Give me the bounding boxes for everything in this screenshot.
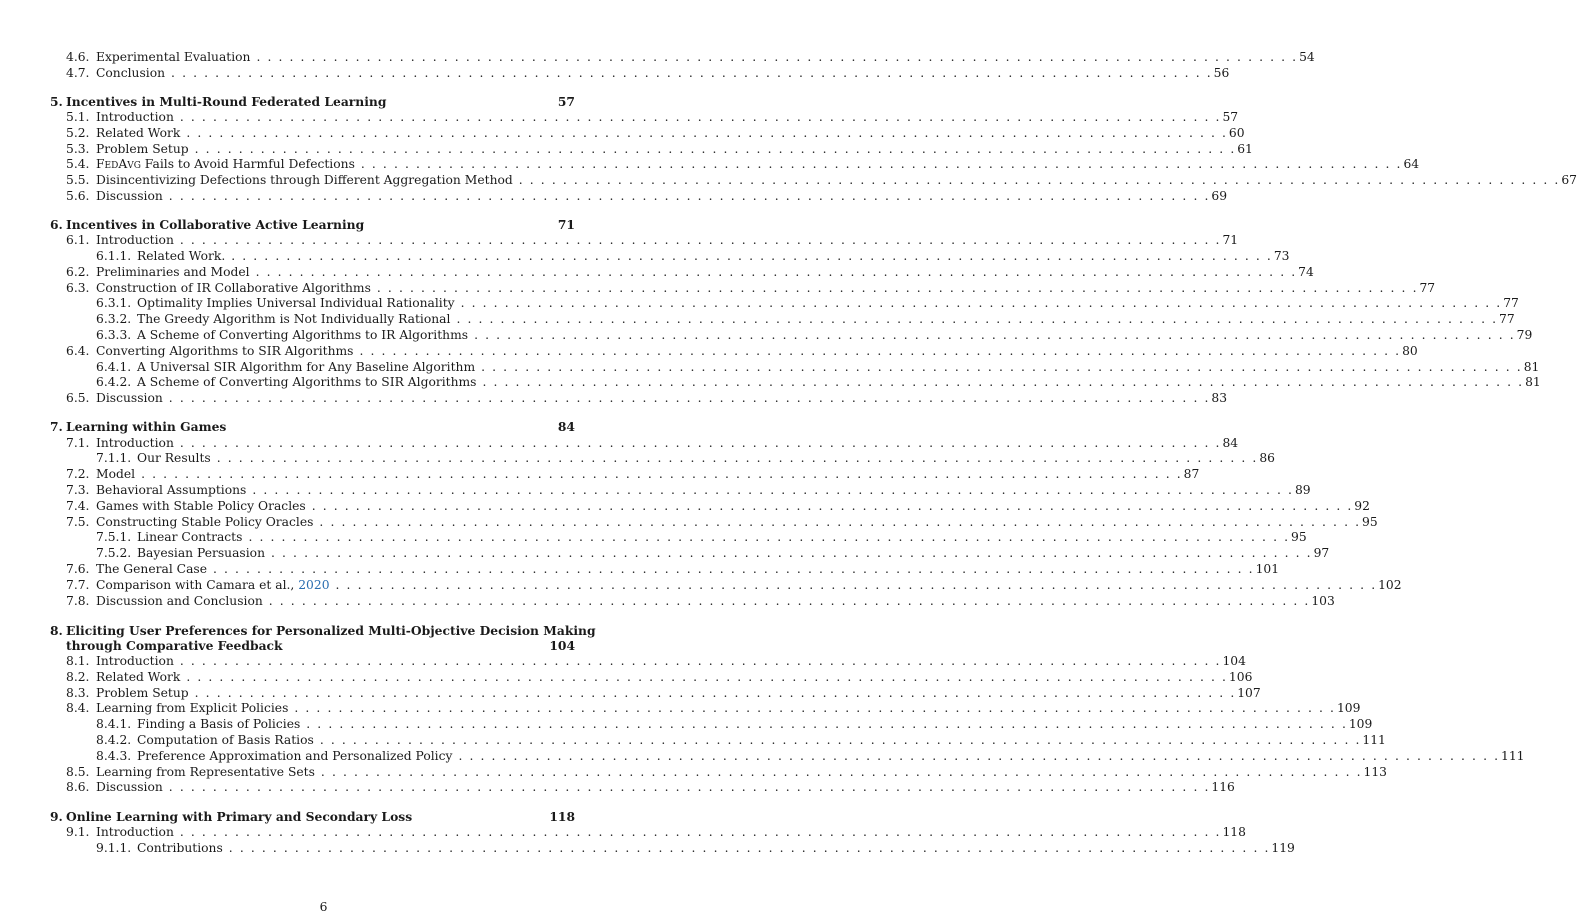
- toc-entry-number: 5.: [50, 94, 63, 109]
- dot-leader: [217, 451, 1257, 466]
- toc-entry-number: 7.5.2.: [96, 546, 132, 560]
- toc-entry-title-text: Introduction: [96, 110, 174, 124]
- toc-entry-number: 6.1.: [66, 233, 90, 247]
- toc-entry-page: 92: [1354, 499, 1370, 513]
- toc-entry-page: 95: [1291, 530, 1307, 544]
- toc-entry-title: [96, 701, 288, 716]
- toc-entry-number: 7.1.1.: [96, 451, 132, 465]
- toc-entry-title-text: Model: [96, 467, 136, 481]
- toc-entry-title: [137, 312, 450, 327]
- dot-leader: [312, 499, 1352, 514]
- dot-leader: [271, 546, 1311, 561]
- toc-entry-title-text: Converting Algorithms to SIR Algorithms: [96, 344, 354, 358]
- toc-section-entry[interactable]: [96, 375, 1541, 390]
- toc-entry-title-text: Fails to Avoid Harmful Defections: [140, 157, 355, 171]
- dot-leader: [180, 233, 1220, 248]
- toc-entry-page: 104: [549, 638, 575, 653]
- toc-entry-title-text: A Scheme of Converting Algorithms to IR Algorithms: [137, 328, 469, 342]
- toc-entry-title: [66, 217, 364, 232]
- toc-entry-page: 81: [1525, 375, 1541, 389]
- toc-entry-title-text: Constructing Stable Policy Oracles: [96, 515, 314, 529]
- toc-entry-page: 101: [1255, 562, 1280, 576]
- toc-entry-number: 8.6.: [66, 780, 90, 794]
- toc-entry-page: 73: [1273, 249, 1290, 263]
- toc-entry-title: [96, 499, 306, 514]
- toc-entry-page: 84: [1222, 436, 1239, 450]
- toc-section-entry[interactable]: [66, 173, 1577, 188]
- citation-link[interactable]: 2020: [298, 578, 330, 592]
- toc-section-entry[interactable]: [66, 281, 1436, 296]
- toc-section-entry[interactable]: [66, 189, 1228, 204]
- toc-entry-title: [96, 142, 189, 157]
- toc-entry-title: [66, 638, 283, 653]
- toc-entry-title-text: Discussion and Conclusion: [96, 594, 263, 608]
- toc-entry-title: [96, 344, 353, 359]
- toc-entry-title: [137, 749, 452, 764]
- toc-section-entry[interactable]: [96, 530, 1307, 545]
- toc-entry-number: 9.: [50, 809, 63, 824]
- toc-section-entry[interactable]: [96, 328, 1533, 343]
- toc-entry-title: [137, 841, 223, 856]
- toc-entry-number: 5.5.: [66, 173, 90, 187]
- dot-leader: [377, 281, 1417, 296]
- toc-entry-page: 67: [1561, 173, 1577, 187]
- toc-entry-number: 5.4.: [66, 157, 90, 171]
- dot-leader: [195, 686, 1235, 701]
- toc-entry-page: 74: [1298, 265, 1314, 279]
- toc-entry-page: 111: [1362, 733, 1386, 747]
- toc-entry-number: 8.4.2.: [96, 733, 132, 747]
- toc-entry-title: [96, 670, 180, 685]
- dot-leader: [321, 765, 1361, 780]
- toc-entry-page: 118: [549, 809, 575, 824]
- toc-entry-page: 95: [1362, 515, 1378, 529]
- dot-leader: [319, 515, 1359, 530]
- dot-leader: [256, 265, 1296, 280]
- toc-entry-number: 8.5.: [66, 765, 90, 779]
- toc-entry-title: [96, 825, 174, 840]
- dot-leader: [461, 296, 1501, 311]
- toc-entry-title-text: Preliminaries and Model: [96, 265, 250, 279]
- toc-entry-title-text: Introduction: [96, 233, 174, 247]
- toc-entry-page: 116: [1211, 780, 1235, 794]
- toc-section-entry[interactable]: [66, 233, 1239, 248]
- toc-chapter-entry[interactable]: [50, 419, 575, 434]
- toc-entry-number: 8.2.: [66, 670, 90, 684]
- toc-entry-number: 7.3.: [66, 483, 90, 497]
- toc-section-entry[interactable]: [96, 717, 1373, 732]
- toc-entry-title: [96, 110, 174, 125]
- dot-leader: [141, 467, 1181, 482]
- toc-section-entry[interactable]: [66, 467, 1200, 482]
- toc-section-entry[interactable]: [66, 701, 1361, 716]
- toc-section-entry[interactable]: [66, 578, 1402, 593]
- toc-entry-page: 118: [1222, 825, 1246, 839]
- dot-leader: [180, 654, 1220, 669]
- toc-entry-page: 106: [1228, 670, 1253, 684]
- toc-entry-number: 6.: [50, 217, 63, 232]
- toc-section-entry[interactable]: [66, 654, 1246, 669]
- dot-leader: [248, 530, 1288, 545]
- toc-entry-title-text: Learning from Explicit Policies: [96, 701, 289, 715]
- toc-entry-number: 5.6.: [66, 189, 90, 203]
- toc-entry-title: [96, 578, 330, 593]
- toc-entry-title-text: Contributions: [137, 841, 223, 855]
- dot-leader: [256, 50, 1296, 65]
- toc-section-entry[interactable]: [66, 594, 1335, 609]
- toc-entry-title: [96, 189, 163, 204]
- toc-entry-title-text: through Comparative Feedback: [66, 638, 283, 653]
- toc-entry-title: [96, 173, 513, 188]
- toc-entry-page: 102: [1378, 578, 1402, 592]
- toc-entry-number: 7.: [50, 419, 63, 434]
- toc-entry-page: 107: [1237, 686, 1261, 700]
- toc-entry-number: 4.7.: [66, 66, 90, 80]
- toc-entry-title-text: Introduction: [96, 436, 174, 450]
- toc-entry-page: 69: [1211, 189, 1228, 203]
- toc-section-entry[interactable]: [66, 157, 1420, 172]
- toc-entry-number: 7.5.1.: [96, 530, 132, 544]
- toc-entry-title-text: Games with Stable Policy Oracles: [96, 499, 306, 513]
- toc-entry-title-text: Related Work: [96, 126, 181, 140]
- toc-entry-title: [137, 375, 477, 390]
- dot-leader: [458, 749, 1498, 764]
- toc-entry-page: 119: [1271, 841, 1295, 855]
- toc-entry-title: [96, 780, 163, 795]
- toc-entry-title: [96, 391, 163, 406]
- dot-leader: [169, 780, 1209, 795]
- toc-section-entry[interactable]: [66, 499, 1370, 514]
- toc-entry-page: 56: [1213, 66, 1230, 80]
- toc-section-entry[interactable]: [66, 344, 1418, 359]
- toc-section-entry[interactable]: [66, 670, 1253, 685]
- toc-entry-page: 77: [1419, 281, 1436, 295]
- toc-entry-page: 71: [557, 217, 575, 232]
- dot-leader: [169, 391, 1209, 406]
- toc-entry-title: [137, 360, 475, 375]
- toc-section-entry[interactable]: [66, 142, 1253, 157]
- toc-section-entry[interactable]: [66, 825, 1246, 840]
- toc-entry-page: 86: [1259, 451, 1275, 465]
- dot-leader: [294, 701, 1334, 716]
- toc-section-entry[interactable]: [66, 515, 1378, 530]
- dot-leader: [186, 126, 1226, 141]
- toc-entry-page: 54: [1299, 50, 1315, 64]
- dot-leader: [231, 249, 1271, 264]
- toc-entry-title-text: Experimental Evaluation: [96, 50, 251, 64]
- toc-entry-page: 77: [1499, 312, 1515, 326]
- toc-entry-title: [96, 281, 371, 296]
- toc-entry-title: [137, 530, 242, 545]
- toc-entry-page: 113: [1363, 765, 1387, 779]
- toc-section-entry[interactable]: [66, 765, 1387, 780]
- toc-entry-title: [96, 436, 174, 451]
- toc-entry-title: [137, 328, 468, 343]
- toc-entry-page: 64: [1403, 157, 1420, 171]
- toc-entry-number: 5.3.: [66, 142, 90, 156]
- toc-entry-title: [66, 809, 412, 824]
- toc-entry-page: 60: [1228, 126, 1245, 140]
- toc-entry-title-text: Disincentivizing Defections through Different Aggregation Method: [96, 173, 513, 187]
- toc-entry-title-text: Comparison with Camara et al.,: [96, 578, 299, 592]
- toc-section-entry[interactable]: [66, 686, 1261, 701]
- toc-entry-number: 6.1.1.: [96, 249, 132, 263]
- dot-leader: [252, 483, 1292, 498]
- toc-entry-title: [66, 94, 386, 109]
- toc-entry-page: 61: [1237, 142, 1253, 156]
- toc-entry-title-text: A Scheme of Converting Algorithms to SIR Algorithms: [137, 375, 477, 389]
- toc-chapter-entry[interactable]: [50, 94, 575, 109]
- toc-entry-title: [66, 419, 226, 434]
- toc-entry-title: [96, 562, 207, 577]
- toc-entry-title: [96, 594, 263, 609]
- dot-leader: [320, 733, 1360, 748]
- toc-entry-title-text: Problem Setup: [96, 142, 189, 156]
- toc-entry-title: [96, 765, 315, 780]
- toc-entry-number: 6.3.2.: [96, 312, 132, 326]
- toc-entry-title-text: Related Work.: [137, 249, 226, 263]
- dot-leader: [213, 562, 1253, 577]
- toc-entry-number: 6.4.: [66, 344, 90, 358]
- toc-entry-number: 7.4.: [66, 499, 90, 513]
- toc-entry-title-text: Eliciting User Preferences for Personalized Multi-Objective Decision Making: [66, 623, 596, 638]
- toc-entry-title: [96, 483, 246, 498]
- dot-leader: [474, 328, 1514, 343]
- toc-entry-title-text: Bayesian Persuasion: [137, 546, 266, 560]
- toc-entry-title-text: A Universal SIR Algorithm for Any Baseline Algorithm: [137, 360, 476, 374]
- toc-entry-number: 6.5.: [66, 391, 90, 405]
- dot-leader: [519, 173, 1559, 188]
- toc-section-entry[interactable]: [66, 265, 1314, 280]
- toc-entry-title-text: Construction of IR Collaborative Algorithms: [96, 281, 371, 295]
- toc-section-entry[interactable]: [66, 50, 1315, 65]
- toc-entry-page: 79: [1516, 328, 1533, 342]
- toc-entry-title-text: Learning within Games: [66, 419, 227, 434]
- toc-entry-title-text: Introduction: [96, 825, 174, 839]
- toc-entry-page: 77: [1503, 296, 1519, 310]
- toc-entry-title-text: The General Case: [96, 562, 207, 576]
- toc-entry-number: 6.3.1.: [96, 296, 132, 310]
- toc-entry-number: 8.3.: [66, 686, 90, 700]
- toc-section-entry[interactable]: [96, 451, 1275, 466]
- toc-entry-title: [96, 126, 180, 141]
- toc-entry-title-text: Introduction: [96, 654, 174, 668]
- dot-leader: [306, 717, 1346, 732]
- toc-entry-number: 6.2.: [66, 265, 90, 279]
- toc-entry-page: 97: [1313, 546, 1330, 560]
- dot-leader: [336, 578, 1376, 593]
- toc-entry-title-text: Discussion: [96, 189, 163, 203]
- toc-section-entry[interactable]: [66, 66, 1230, 81]
- toc-entry-title-text: Incentives in Collaborative Active Learning: [66, 217, 365, 232]
- toc-entry-title-text: Learning from Representative Sets: [96, 765, 315, 779]
- dot-leader: [171, 66, 1211, 81]
- dot-leader: [180, 110, 1220, 125]
- toc-entry-title-text: Problem Setup: [96, 686, 189, 700]
- toc-entry-title: [66, 623, 596, 638]
- toc-entry-title: [96, 467, 135, 482]
- toc-entry-number: 8.4.: [66, 701, 90, 715]
- toc-entry-number: 7.7.: [66, 578, 90, 592]
- toc-entry-title: [96, 233, 174, 248]
- toc-entry-number: 5.1.: [66, 110, 90, 124]
- toc-entry-number: 8.: [50, 623, 63, 638]
- toc-section-entry[interactable]: [66, 780, 1235, 795]
- toc-section-entry[interactable]: [96, 841, 1295, 856]
- toc-entry-number: 8.4.1.: [96, 717, 132, 731]
- toc-chapter-entry[interactable]: [50, 809, 575, 824]
- toc-entry-title-text: The Greedy Algorithm is Not Individually Rational: [137, 312, 451, 326]
- toc-entry-title-text: Optimality Implies Universal Individual Rationality: [137, 296, 455, 310]
- toc-entry-number: 7.2.: [66, 467, 90, 481]
- toc-entry-title: [137, 249, 225, 264]
- toc-entry-number: 7.5.: [66, 515, 90, 529]
- toc-entry-title-text: Related Work: [96, 670, 181, 684]
- toc-section-entry[interactable]: [66, 391, 1228, 406]
- toc-entry-title-text: Behavioral Assumptions: [96, 483, 247, 497]
- toc-entry-title-text: Incentives in Multi-Round Federated Learning: [66, 94, 387, 109]
- toc-entry-title: [137, 717, 300, 732]
- toc-entry-page: 57: [557, 94, 575, 109]
- toc-entry-page: 109: [1336, 701, 1361, 715]
- toc-entry-title-text: Finding a Basis of Policies: [137, 717, 301, 731]
- toc-entry-title-text: Conclusion: [96, 66, 166, 80]
- toc-section-entry[interactable]: [96, 312, 1515, 327]
- toc-entry-title: [96, 157, 355, 172]
- toc-entry-title: [137, 733, 314, 748]
- toc-entry-page: 111: [1501, 749, 1525, 763]
- toc-entry-title: [96, 686, 189, 701]
- toc-chapter-entry[interactable]: [50, 623, 596, 638]
- toc-section-entry[interactable]: [96, 546, 1330, 561]
- toc-chapter-entry[interactable]: [50, 217, 575, 232]
- toc-entry-page: 57: [1222, 110, 1239, 124]
- dot-leader: [361, 157, 1401, 172]
- algorithm-name: FedAvg: [96, 157, 141, 171]
- toc-entry-title: [137, 546, 265, 561]
- dot-leader: [186, 670, 1226, 685]
- dot-leader: [269, 594, 1309, 609]
- toc-entry-page: 83: [1211, 391, 1228, 405]
- toc-entry-number: 8.1.: [66, 654, 90, 668]
- toc-entry-number: 9.1.: [66, 825, 90, 839]
- toc-entry-title: [137, 296, 455, 311]
- toc-section-entry[interactable]: [66, 562, 1280, 577]
- toc-section-entry[interactable]: [66, 126, 1245, 141]
- dot-leader: [359, 344, 1399, 359]
- toc-entry-page: 87: [1183, 467, 1200, 481]
- toc-entry-title: [96, 66, 165, 81]
- toc-entry-number: 5.2.: [66, 126, 90, 140]
- toc-section-entry[interactable]: [66, 436, 1239, 451]
- toc-entry-number: 7.1.: [66, 436, 90, 450]
- toc-entry-number: 9.1.1.: [96, 841, 132, 855]
- toc-chapter-entry[interactable]: [66, 638, 575, 653]
- toc-entry-number: 8.4.3.: [96, 749, 132, 763]
- dot-leader: [180, 436, 1220, 451]
- dot-leader: [483, 375, 1523, 390]
- toc-entry-number: 6.4.2.: [96, 375, 132, 389]
- toc-section-entry[interactable]: [96, 360, 1540, 375]
- toc-entry-title-text: Our Results: [137, 451, 211, 465]
- toc-entry-number: 4.6.: [66, 50, 90, 64]
- toc-section-entry[interactable]: [96, 733, 1386, 748]
- dot-leader: [481, 360, 1521, 375]
- toc-entry-title-text: Discussion: [96, 780, 163, 794]
- toc-entry-title-text: Preference Approximation and Personalized Policy: [137, 749, 453, 763]
- toc-entry-title-text: Discussion: [96, 391, 163, 405]
- toc-entry-title-text: Online Learning with Primary and Secondary Loss: [66, 809, 413, 824]
- toc-entry-page: 84: [557, 419, 575, 434]
- toc-entry-title-text: Linear Contracts: [137, 530, 243, 544]
- toc-entry-page: 103: [1311, 594, 1335, 608]
- dot-leader: [229, 841, 1269, 856]
- toc-entry-title: [96, 654, 174, 669]
- toc-entry-title: [96, 50, 250, 65]
- toc-entry-page: 71: [1222, 233, 1239, 247]
- toc-section-entry[interactable]: [66, 483, 1311, 498]
- toc-entry-title: [137, 451, 211, 466]
- toc-entry-page: 104: [1222, 654, 1246, 668]
- dot-leader: [195, 142, 1235, 157]
- toc-entry-title: [96, 515, 313, 530]
- toc-entry-title-text: Computation of Basis Ratios: [137, 733, 314, 747]
- toc-section-entry[interactable]: [96, 249, 1290, 264]
- toc-section-entry[interactable]: [96, 749, 1525, 764]
- page-number: 6: [319, 900, 328, 914]
- toc-entry-number: 7.8.: [66, 594, 90, 608]
- dot-leader: [169, 189, 1209, 204]
- toc-section-entry[interactable]: [96, 296, 1519, 311]
- toc-entry-number: 6.3.3.: [96, 328, 132, 342]
- toc-entry-page: 81: [1523, 360, 1540, 374]
- toc-entry-number: 6.4.1.: [96, 360, 132, 374]
- dot-leader: [180, 825, 1220, 840]
- toc-entry-page: 109: [1348, 717, 1373, 731]
- toc-section-entry[interactable]: [66, 110, 1239, 125]
- toc-entry-page: 89: [1294, 483, 1311, 497]
- toc-entry-title: [96, 265, 250, 280]
- toc-entry-page: 80: [1402, 344, 1418, 358]
- toc-entry-number: 6.3.: [66, 281, 90, 295]
- dot-leader: [456, 312, 1496, 327]
- toc-entry-number: 7.6.: [66, 562, 90, 576]
